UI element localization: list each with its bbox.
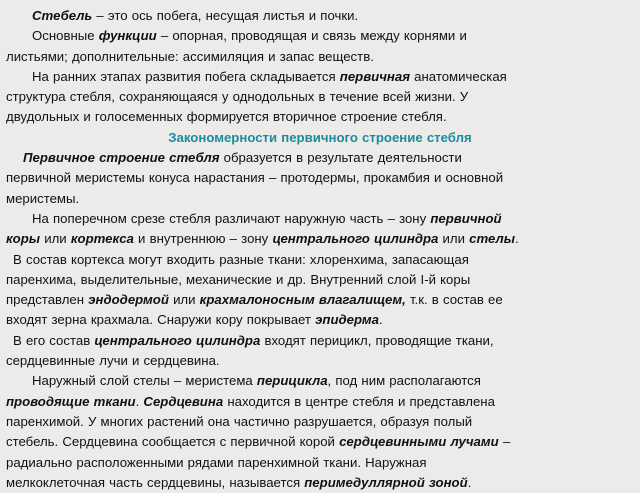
text-run: Основные — [32, 28, 99, 44]
emphasized-term-wrapper — [200, 292, 406, 307]
emphasized-term: Сердцевина — [143, 393, 224, 409]
text-run: первичной меристемы конуса нарастания – протодермы, прокамбия и основной — [6, 170, 504, 186]
paragraph-line — [6, 47, 634, 67]
emphasized-term-wrapper — [339, 434, 499, 449]
text-run: представлен — [6, 292, 89, 308]
paragraph-line — [6, 412, 634, 432]
emphasized-term: центрального цилиндра — [272, 231, 439, 247]
text-run: В состав кортекса могут входить разные ткани: хлоренхима, запасающая — [13, 251, 469, 267]
emphasized-term: Стебель — [32, 8, 93, 23]
text-run: или — [40, 231, 71, 247]
emphasized-term: перицикла — [256, 373, 328, 389]
text-run: В его состав — [13, 332, 95, 348]
text-run: образуется в результате деятельности — [219, 150, 462, 166]
text-run: листьями; дополнительные: ассимиляция и запас веществ. — [6, 48, 374, 64]
text-run: паренхима, выделительные, механические и др. Внутренний слой I-й коры — [6, 271, 471, 287]
text-run: , под ним располагаются — [327, 373, 481, 389]
paragraph-line — [6, 26, 634, 46]
emphasized-term: проводящие ткани — [6, 393, 136, 409]
paragraph-line — [6, 250, 634, 270]
text-run: сердцевинные лучи и сердцевина. — [6, 353, 220, 369]
text-run: . — [515, 231, 519, 247]
text-run: – это ось побега, несущая листья и почки. — [92, 8, 359, 23]
paragraph-line — [6, 270, 634, 290]
text-run: мелкоклеточная часть сердцевины, называется — [6, 474, 305, 490]
text-run: радиально расположенными рядами паренхимной ткани. Наружная — [6, 454, 427, 470]
text-run: или — [168, 292, 200, 308]
paragraph-line — [6, 189, 634, 209]
paragraph-line — [6, 107, 634, 127]
text-run: На ранних этапах развития побега складывается — [32, 68, 340, 84]
emphasized-term-wrapper — [143, 394, 223, 409]
emphasized-term-wrapper — [304, 475, 467, 490]
paragraph-line — [6, 371, 634, 391]
text-run: паренхимой. У многих растений она частично разрушается, образуя полый — [6, 413, 473, 429]
emphasized-term: первичная — [339, 68, 410, 84]
emphasized-term-wrapper — [257, 373, 328, 388]
emphasized-term: Первичное строение стебля — [23, 150, 220, 166]
text-run: входят зерна крахмала. Снаружи кору покрывает — [6, 312, 316, 328]
text-run: На поперечном срезе стебля различают наружную часть – зону — [32, 210, 431, 226]
paragraph-line — [6, 168, 634, 188]
emphasized-term: функции — [98, 28, 157, 44]
emphasized-term-wrapper — [272, 231, 438, 246]
emphasized-term: центрального цилиндра — [94, 332, 261, 348]
slide-text — [6, 6, 634, 493]
text-run: – опорная, проводящая и связь между корнями и — [156, 28, 467, 44]
emphasized-term-wrapper — [6, 394, 136, 409]
paragraph-line — [6, 473, 634, 493]
text-run: – — [498, 434, 511, 450]
emphasized-term: крахмалоносным влагалищем, — [199, 292, 406, 308]
paragraph-line — [6, 331, 634, 351]
text-run: анатомическая — [410, 68, 507, 84]
paragraph-line — [6, 6, 634, 26]
emphasized-term-wrapper — [32, 8, 92, 23]
emphasized-term-wrapper — [88, 292, 169, 307]
text-run: Наружный слой стелы – меристема — [32, 373, 257, 389]
paragraph-line — [6, 432, 634, 452]
text-run: находится в центре стебля и представлена — [223, 393, 495, 409]
paragraph-line — [6, 229, 634, 249]
emphasized-term-wrapper — [99, 28, 157, 43]
paragraph-line — [6, 67, 634, 87]
emphasized-term: коры — [6, 231, 41, 247]
text-run: и внутреннюю – зону — [133, 231, 273, 247]
emphasized-term: кортекса — [70, 231, 134, 247]
paragraph-line — [6, 453, 634, 473]
text-run: входят перицикл, проводящие ткани, — [260, 332, 494, 348]
text-run: т.к. в состав ее — [405, 292, 503, 308]
paragraph-line — [6, 87, 634, 107]
paragraph-line — [6, 392, 634, 412]
paragraph-line — [6, 290, 634, 310]
text-run: стебель. Сердцевина сообщается с первичной корой — [6, 434, 340, 450]
emphasized-term-wrapper — [469, 231, 515, 246]
emphasized-term-wrapper — [94, 333, 260, 348]
section-heading — [6, 128, 634, 148]
paragraph-line — [6, 209, 634, 229]
emphasized-term-wrapper — [315, 312, 379, 327]
paragraph-line — [6, 310, 634, 330]
text-run: . — [379, 312, 383, 328]
emphasized-term: перимедуллярной зоной — [304, 474, 468, 490]
text-run: или — [438, 231, 470, 247]
paragraph-line — [6, 351, 634, 371]
emphasized-term-wrapper — [6, 231, 40, 246]
text-run: двудольных и голосеменных формируется вторичное строение стебля. — [6, 109, 447, 125]
text-run: структура стебля, сохраняющаяся у однодольных в течение всей жизни. У — [6, 89, 469, 105]
text-run: . — [135, 393, 144, 409]
emphasized-term: эндодермой — [88, 292, 169, 308]
text-run: меристемы. — [6, 190, 80, 206]
emphasized-term: сердцевинными лучами — [339, 434, 499, 450]
emphasized-term: стелы — [469, 231, 515, 247]
emphasized-term-wrapper — [23, 150, 219, 165]
emphasized-term-wrapper — [71, 231, 134, 246]
text-run: . — [467, 474, 472, 490]
emphasized-term: эпидерма — [315, 312, 379, 328]
emphasized-term-wrapper — [430, 211, 501, 226]
emphasized-term: первичной — [430, 210, 502, 226]
emphasized-term-wrapper — [340, 69, 410, 84]
paragraph-line — [6, 148, 634, 168]
heading-text: Закономерности первичного строение стебля — [168, 129, 472, 145]
